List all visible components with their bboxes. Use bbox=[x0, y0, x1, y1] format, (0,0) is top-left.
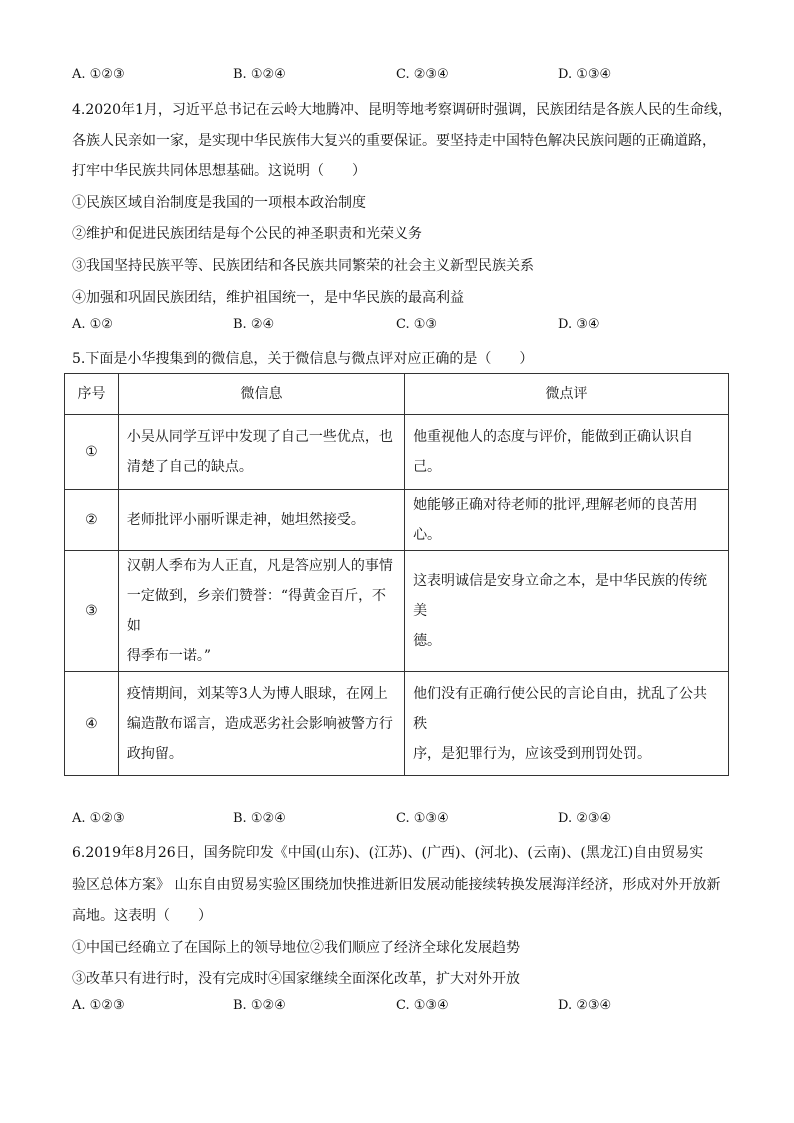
table-header-row bbox=[65, 374, 729, 415]
message-line: 汉朝人季布为人正直，凡是答应别人的事情 bbox=[126, 558, 393, 574]
q4-stem-line: 各族人民亲如一家，是实现中华民族伟大复兴的重要保证。要坚持走中国特色解决民族问题的正确道路， bbox=[72, 133, 716, 149]
table-row bbox=[65, 551, 729, 672]
option-b: B. ①②④ bbox=[233, 811, 286, 826]
row-message bbox=[118, 672, 404, 776]
option-c: C. ②③④ bbox=[396, 67, 449, 82]
row-message bbox=[118, 551, 404, 672]
q4-statement: ③我国坚持民族平等、民族团结和各民族共同繁荣的社会主义新型民族关系 bbox=[72, 258, 534, 274]
row-message bbox=[118, 490, 404, 551]
q4-stem-line: 4.2020年1月，习近平总书记在云岭大地腾冲、昆明等地考察调研时强调，民族团结是各族人民的生命线， bbox=[72, 102, 732, 118]
message-line: 得季布一诺。” bbox=[126, 648, 212, 664]
q6-stem-line: 验区总体方案》 山东自由贸易实验区围绕加快推进新旧发展动能接续转换发展海洋经济，形成对外开放新 bbox=[72, 877, 721, 893]
row-message bbox=[118, 415, 404, 490]
option-a: A. ①② bbox=[72, 317, 113, 332]
q6-stem-line: 高地。这表明（ ） bbox=[72, 908, 212, 924]
row-num: ④ bbox=[65, 672, 119, 776]
message-line: 一定做到，乡亲们赞誉：“得黄金百斤，不如 bbox=[126, 588, 387, 634]
comment-line: 德。 bbox=[413, 633, 442, 649]
option-d: D. ①③④ bbox=[558, 67, 612, 82]
option-d: D. ③④ bbox=[558, 317, 600, 332]
option-b: B. ①②④ bbox=[233, 998, 286, 1013]
q4-options bbox=[72, 317, 712, 337]
q4-stem-line: 打牢中华民族共同体思想基础。这说明（ ） bbox=[72, 163, 366, 179]
row-comment bbox=[405, 490, 729, 551]
header-comment: 微点评 bbox=[405, 374, 729, 415]
option-a: A. ①②③ bbox=[72, 67, 125, 82]
table-row bbox=[65, 490, 729, 551]
comment-line: 这表明诚信是安身立命之本，是中华民族的传统美 bbox=[413, 573, 708, 619]
header-num: 序号 bbox=[65, 374, 119, 415]
comment-line: 他重视他人的态度与评价，能做到正确认识自己。 bbox=[413, 429, 694, 475]
q6-statement: ①中国已经确立了在国际上的领导地位②我们顺应了经济全球化发展趋势 bbox=[72, 940, 520, 956]
q4-statement: ②维护和促进民族团结是每个公民的神圣职责和光荣义务 bbox=[72, 226, 422, 242]
option-c: C. ①③ bbox=[396, 317, 438, 332]
row-comment bbox=[405, 672, 729, 776]
header-message: 微信息 bbox=[118, 374, 404, 415]
comment-line: 序，是犯罪行为，应该受到刑罚处罚。 bbox=[413, 745, 652, 762]
q5-stem: 5.下面是小华搜集到的微信息，关于微信息与微点评对应正确的是（ ） bbox=[72, 351, 534, 367]
q6-stem-line: 6.2019年8月26日，国务院印发《中国(山东)、(江苏)、(广西)、(河北)、(云南)、(黑龙江)自由贸易实 bbox=[72, 845, 704, 861]
comment-line: 她能够正确对待老师的批评,理解老师的良苦用心。 bbox=[413, 497, 698, 543]
option-c: C. ①③④ bbox=[396, 998, 449, 1013]
row-num: ① bbox=[65, 415, 119, 490]
table-row bbox=[65, 415, 729, 490]
q6-options bbox=[72, 998, 712, 1018]
option-b: B. ①②④ bbox=[233, 67, 286, 82]
option-d: D. ②③④ bbox=[558, 811, 612, 826]
message-line: 疫情期间，刘某等3人为博人眼球，在网上 bbox=[126, 685, 388, 702]
q3-options bbox=[72, 67, 712, 87]
option-a: A. ①②③ bbox=[72, 811, 125, 826]
message-line: 清楚了自己的缺点。 bbox=[126, 459, 253, 475]
row-comment bbox=[405, 551, 729, 672]
message-line: 政拘留。 bbox=[126, 745, 183, 762]
q5-options bbox=[72, 811, 712, 831]
option-c: C. ①③④ bbox=[396, 811, 449, 826]
row-num: ③ bbox=[65, 551, 119, 672]
table-row bbox=[65, 672, 729, 776]
option-a: A. ①②③ bbox=[72, 998, 125, 1013]
message-line: 编造散布谣言，造成恶劣社会影响被警方行 bbox=[126, 715, 393, 732]
q4-statement: ④加强和巩固民族团结，维护祖国统一，是中华民族的最高利益 bbox=[72, 290, 464, 306]
message-line: 小吴从同学互评中发现了自己一些优点，也 bbox=[126, 429, 393, 445]
q6-statement: ③改革只有进行时，没有完成时④国家继续全面深化改革，扩大对外开放 bbox=[72, 971, 520, 987]
message-line: 老师批评小丽听课走神，她坦然接受。 bbox=[126, 512, 365, 528]
q4-statement: ①民族区域自治制度是我国的一项根本政治制度 bbox=[72, 195, 366, 211]
row-comment bbox=[405, 415, 729, 490]
option-b: B. ②④ bbox=[233, 317, 275, 332]
row-num: ② bbox=[65, 490, 119, 551]
option-d: D. ②③④ bbox=[558, 998, 612, 1013]
comment-line: 他们没有正确行使公民的言论自由，扰乱了公共秩 bbox=[413, 685, 708, 732]
q5-table bbox=[64, 373, 729, 776]
